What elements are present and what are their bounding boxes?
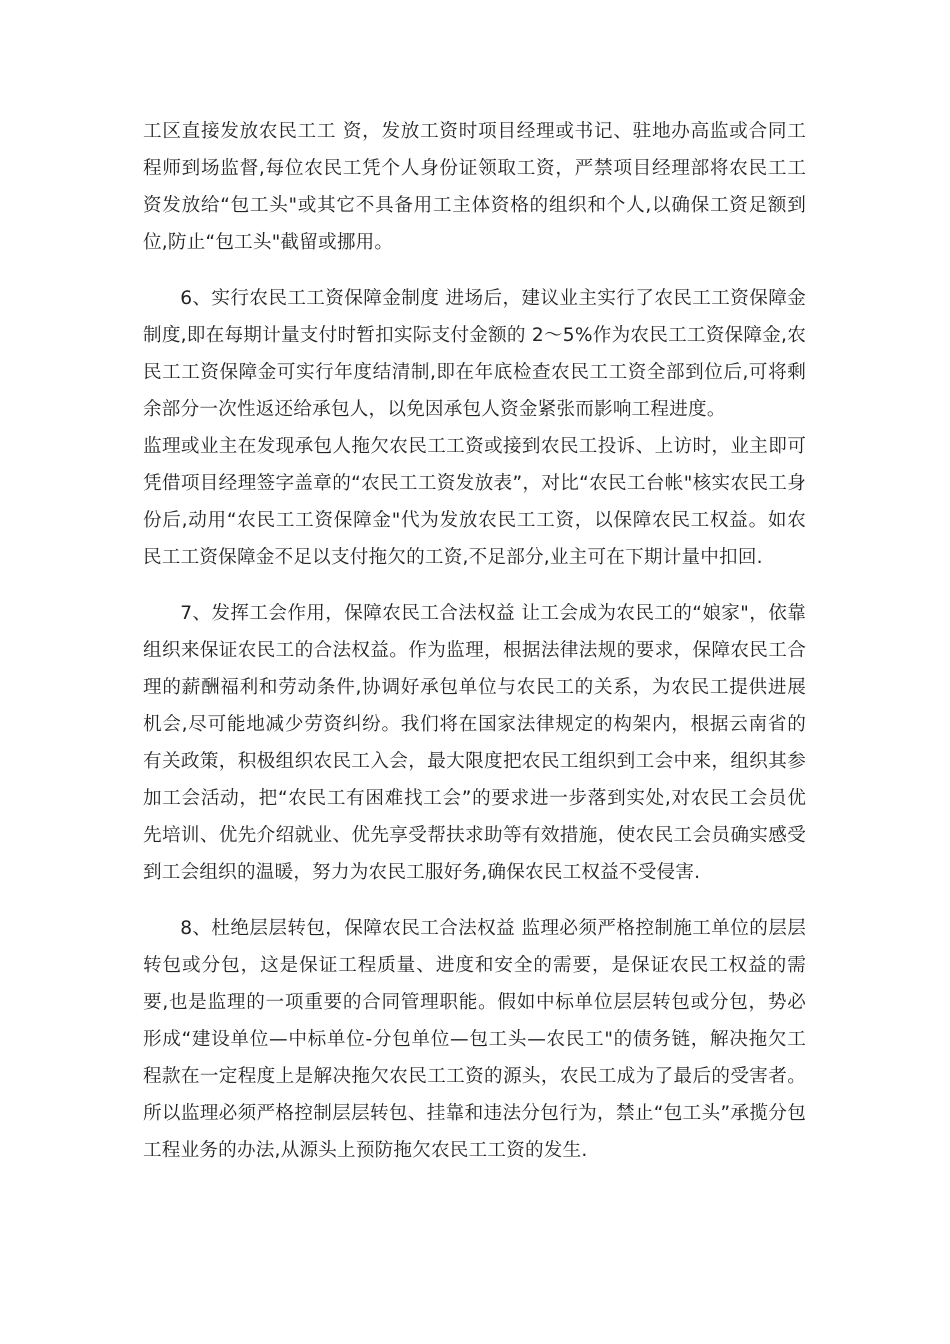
paragraph-section-8: 8、杜绝层层转包，保障农民工合法权益 监理必须严格控制施工单位的层层转包或分包，这是保证工程质量、进度和安全的需要，是保证农民工权益的需要,也是监理的一项重要的合同管理职能。假如中标单位层层转包或分包，势必形成“建设单位—中标单位-分包单位—包工头—农民工"的债务链，解决拖欠工程款在一定程度上是解决拖欠农民工工资的源头，农民工成为了最后的受害者。所以监理必须严格控制层层转包、挂靠和违法分包行为，禁止“包工头”承揽分包工程业务的办法,从源头上预防拖欠农民工工资的发生.	[143, 918, 806, 1161]
paragraph-supervision-arrears: 监理或业主在发现承包人拖欠农民工工资或接到农民工投诉、上访时，业主即可凭借项目经理签字盖章的“农民工工资发放表”，对比“农民工台帐"核实农民工身份后,动用“农民工工资保障金"代为发放农民工工资，以保障农民工权益。如农民工工资保障金不足以支付拖欠的工资,不足部分,业主可在下期计量中扣回.	[143, 436, 806, 568]
document-body	[143, 113, 806, 1169]
paragraph-section-7: 7、发挥工会作用，保障农民工合法权益 让工会成为农民工的“娘家"，依靠组织来保证农民工的合法权益。作为监理，根据法律法规的要求，保障农民工合理的薪酬福利和劳动条件,协调好承包单位与农民工的关系，为农民工提供进展机会,尽可能地减少劳资纠纷。我们将在国家法律规定的构架内，根据云南省的有关政策，积极组织农民工入会，最大限度把农民工组织到工会中来，组织其参加工会活动，把“农民工有困难找工会”的要求进一步落到实处,对农民工会员优先培训、优先介绍就业、优先享受帮扶求助等有效措施，使农民工会员确实感受到工会组织的温暖，努力为农民工服好务,确保农民工权益不受侵害.	[143, 603, 806, 883]
paragraph-wage-payment: 工区直接发放农民工工 资，发放工资时项目经理或书记、驻地办高监或合同工程师到场监督,每位农民工凭个人身份证领取工资，严禁项目经理部将农民工工资发放给“包工头"或其它不具备用工主体资格的组织和个人,以确保工资足额到位,防止“包工头"截留或挪用。	[143, 121, 806, 253]
paragraph-section-6: 6、实行农民工工资保障金制度 进场后，建议业主实行了农民工工资保障金制度,即在每期计量支付时暂扣实际支付金额的 2～5%作为农民工工资保障金,农民工工资保障金可实行年度结清制,即在年底检查农民工工资全部到位后,可将剩余部分一次性返还给承包人，以免因承包人资金紧张而影响工程进度。	[143, 288, 806, 420]
